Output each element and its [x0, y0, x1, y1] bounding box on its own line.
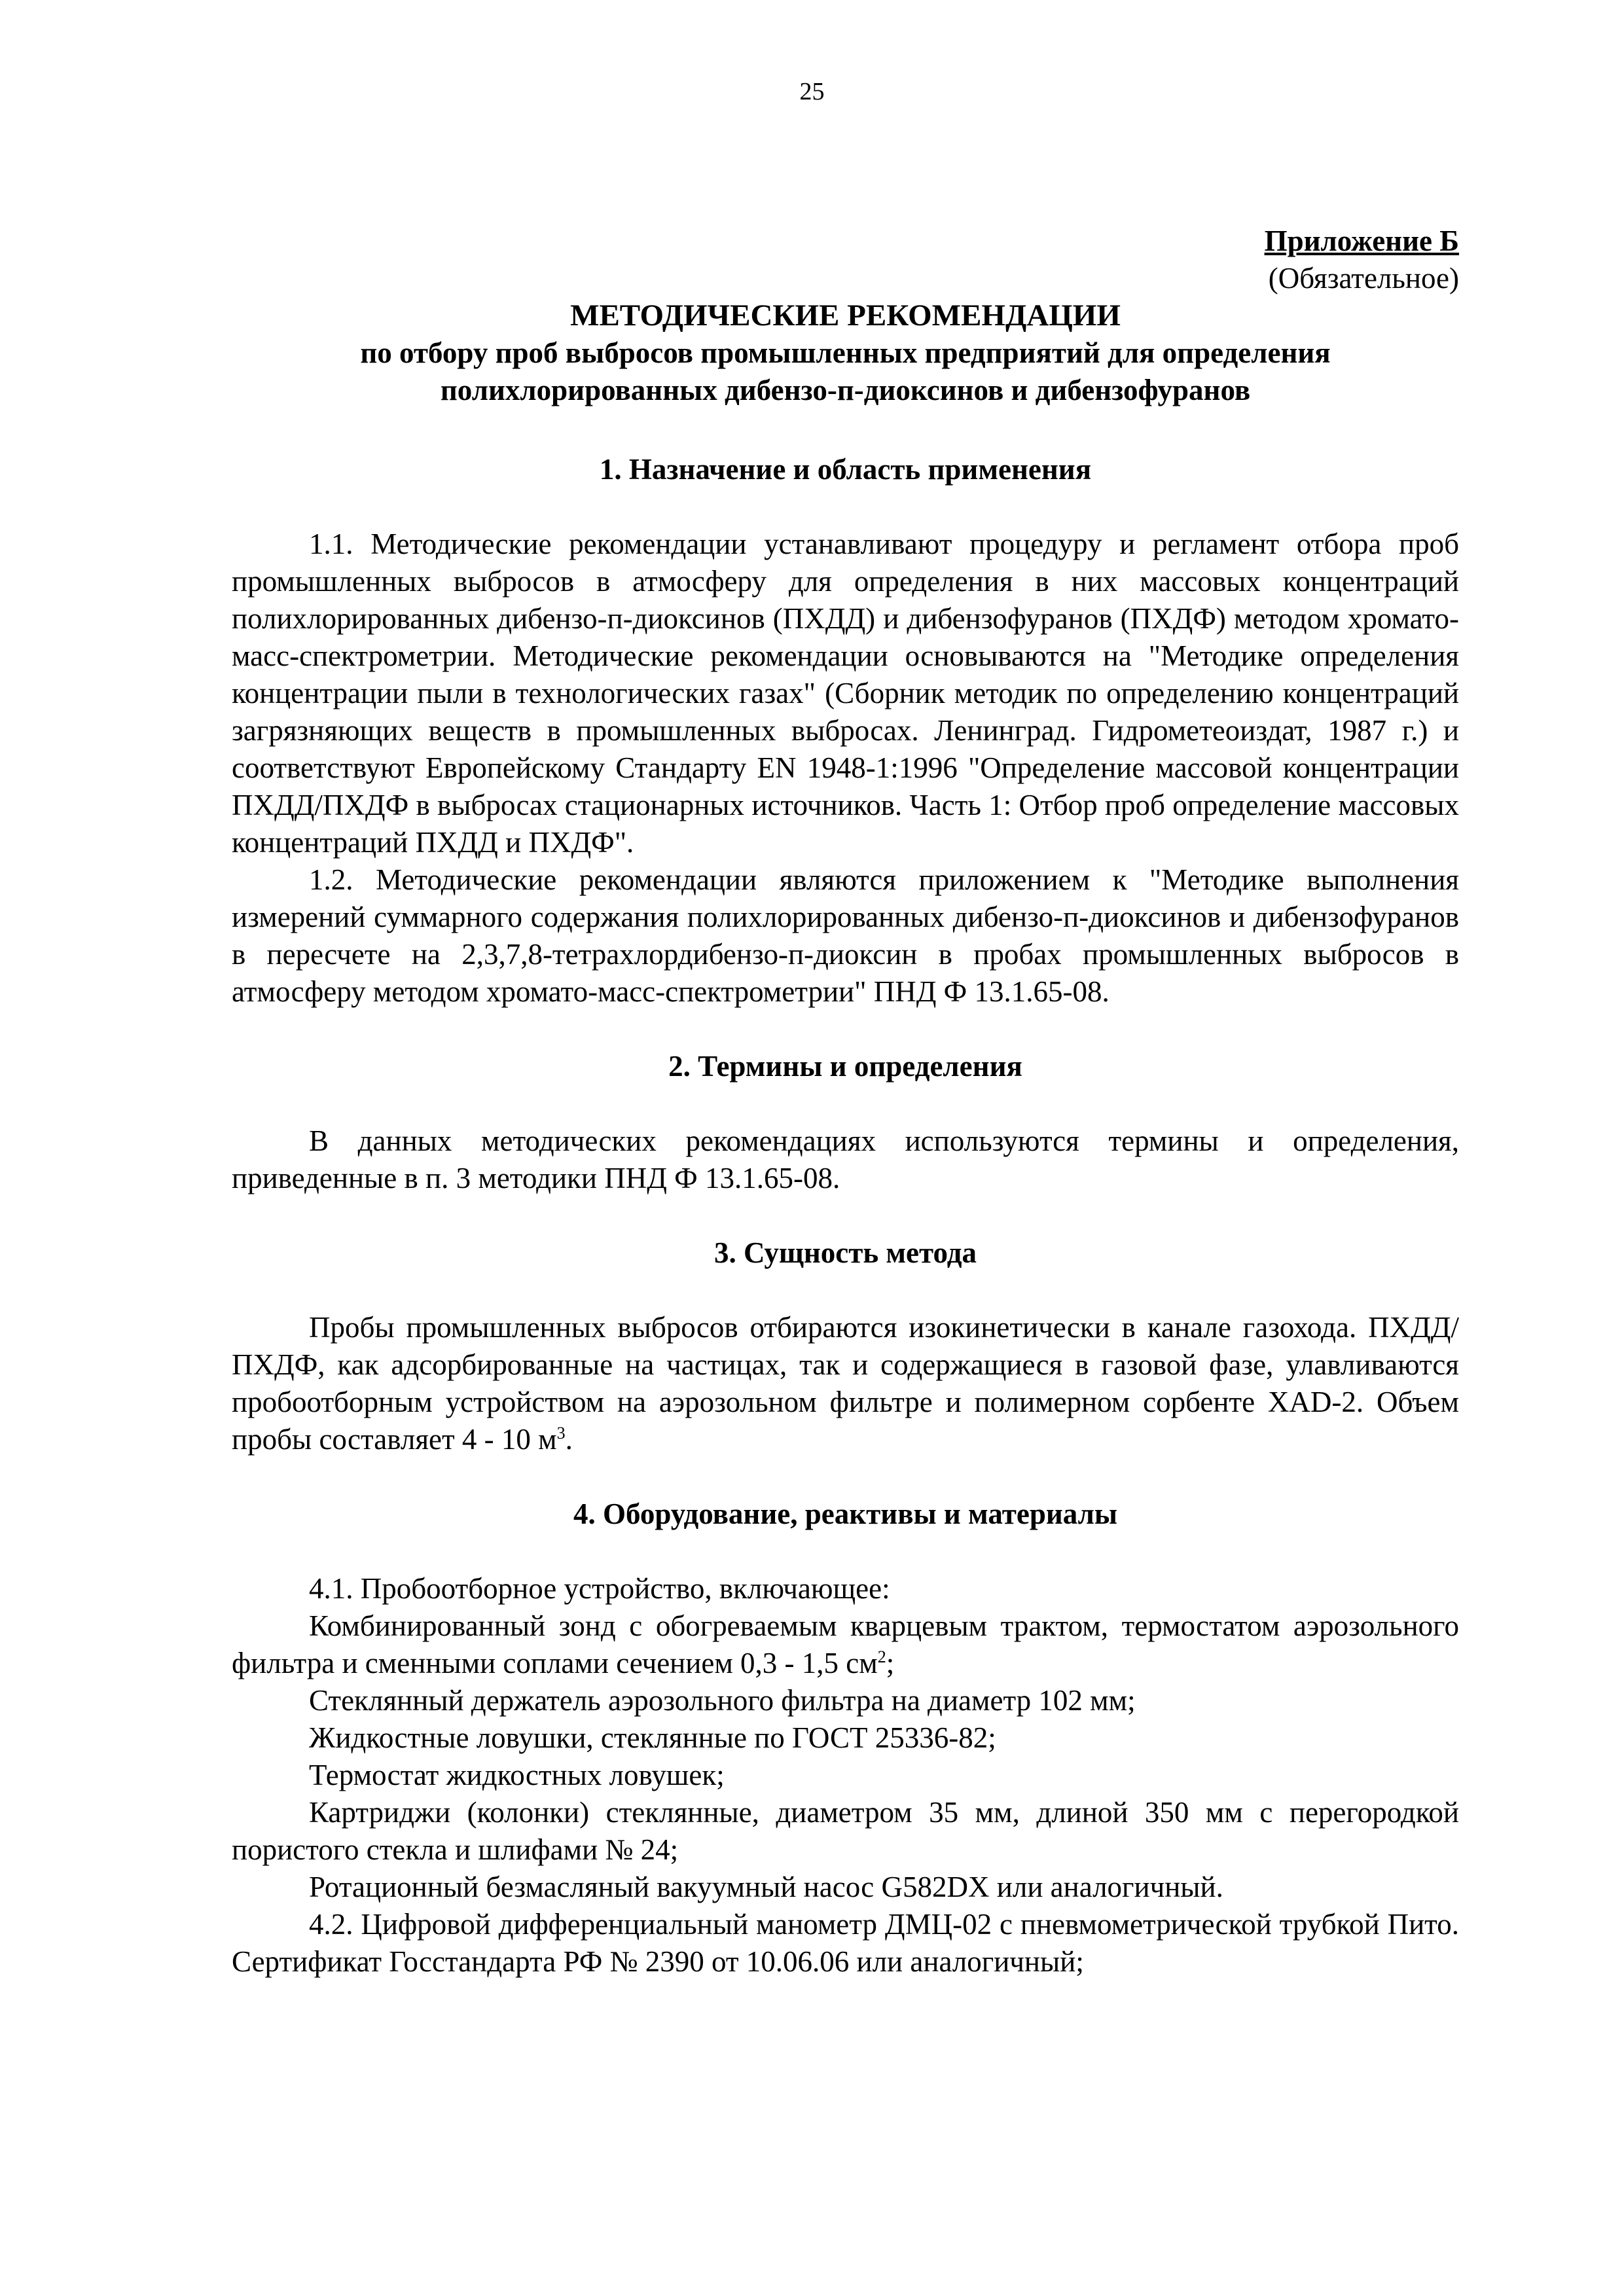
page-number: 25	[799, 78, 825, 105]
item-liquid-traps: Жидкостные ловушки, стеклянные по ГОСТ 25336-82;	[309, 1721, 996, 1754]
spacer	[232, 488, 1459, 526]
spacer	[232, 1085, 1459, 1122]
document-subtitle-line-2: полихлорированных дибензо-п-диоксинов и дибензофуранов	[440, 374, 1251, 406]
section-3-paragraph-text: Пробы промышленных выбросов отбираются изокинетически в канале газохода. ПХДД/ПХДФ, как адсорбированные на частицах, так и содержащиеся в газовой фазе, улавливаются пробоотборным устройством на аэрозольном фильтре и полимерном сорбенте XAD-2. Объем пробы составляет 4 - 10 м	[232, 1311, 1459, 1456]
section-1-paragraph-1: 1.1. Методические рекомендации устанавливают процедуру и регламент отбора проб промышленных выбросов в атмосферу для определения в них массовых концентраций полихлорированных дибензо-п-диоксинов (ПХДД) и дибензофуранов (ПХДФ) методом хромато-масс-спектрометрии. Методические рекомендации основываются на "Методике определения концентрации пыли в технологических газах" (Сборник методик по определению концентраций загрязняющих веществ в промышленных выбросах. Ленинград. Гидрометеоиздат, 1987 г.) и соответствуют Европейскому Стандарту EN 1948-1:1996 "Определение массовой концентрации ПХДД/ПХДФ в выбросах стационарных источников. Часть 1: Отбор проб определение массовых концентраций ПХДД и ПХДФ".	[232, 528, 1459, 859]
cubic-superscript: 3	[556, 1424, 566, 1443]
appendix-status: (Обязательное)	[1268, 262, 1459, 295]
spacer	[232, 1272, 1459, 1309]
item-cartridges: Картриджи (колонки) стеклянные, диаметром 35 мм, длиной 350 мм с перегородкой пористого стекла и шлифами № 24;	[232, 1796, 1459, 1866]
section-1-heading: 1. Назначение и область применения	[599, 453, 1092, 486]
section-2-heading: 2. Термины и определения	[668, 1050, 1022, 1083]
item-vacuum-pump: Ротационный безмасляный вакуумный насос G582DX или аналогичный.	[309, 1871, 1223, 1903]
square-superscript: 2	[877, 1647, 886, 1666]
page-content	[232, 223, 1459, 1981]
spacer	[232, 1011, 1459, 1048]
document-subtitle-line-1: по отбору проб выбросов промышленных предприятий для определения	[360, 336, 1331, 369]
section-3-heading: 3. Сущность метода	[713, 1236, 977, 1269]
section-1-paragraph-2: 1.2. Методические рекомендации являются приложением к "Методике выполнения измерений суммарного содержания полихлорированных дибензо-п-диоксинов и дибензофуранов в пересчете на 2,3,7,8-тетрахлордибензо-п-диоксин в пробах промышленных выбросов в атмосферу методом хромато-масс-спектрометрии" ПНД Ф 13.1.65-08.	[232, 863, 1459, 1008]
item-probe	[232, 1607, 1459, 1682]
item-4-1: 4.1. Пробоотборное устройство, включающее:	[309, 1572, 890, 1605]
section-3-paragraph-end: .	[565, 1423, 573, 1456]
item-probe-text: Комбинированный зонд с обогреваемым кварцевым трактом, термостатом аэрозольного фильтра и сменными соплами сечением 0,3 - 1,5 см	[232, 1609, 1459, 1679]
spacer	[232, 1458, 1459, 1496]
item-4-2: 4.2. Цифровой дифференциальный манометр ДМЦ-02 с пневмометрической трубкой Пито. Сертификат Госстандарта РФ № 2390 от 10.06.06 или аналогичный;	[232, 1908, 1459, 1978]
item-filter-holder: Стеклянный держатель аэрозольного фильтра на диаметр 102 мм;	[309, 1684, 1136, 1717]
spacer	[232, 1197, 1459, 1234]
section-3-paragraph-1	[232, 1309, 1459, 1458]
item-probe-end: ;	[886, 1647, 895, 1679]
document-title: МЕТОДИЧЕСКИЕ РЕКОМЕНДАЦИИ	[570, 298, 1121, 332]
appendix-title: Приложение Б	[1264, 224, 1459, 257]
spacer	[232, 409, 1459, 451]
item-trap-thermostat: Термостат жидкостных ловушек;	[309, 1759, 725, 1791]
appendix-label	[232, 223, 1459, 260]
section-4-heading: 4. Оборудование, реактивы и материалы	[573, 1498, 1118, 1530]
spacer	[232, 1533, 1459, 1570]
section-2-paragraph-1: В данных методических рекомендациях используются термины и определения, приведенные в п. 3 методики ПНД Ф 13.1.65-08.	[232, 1124, 1459, 1194]
